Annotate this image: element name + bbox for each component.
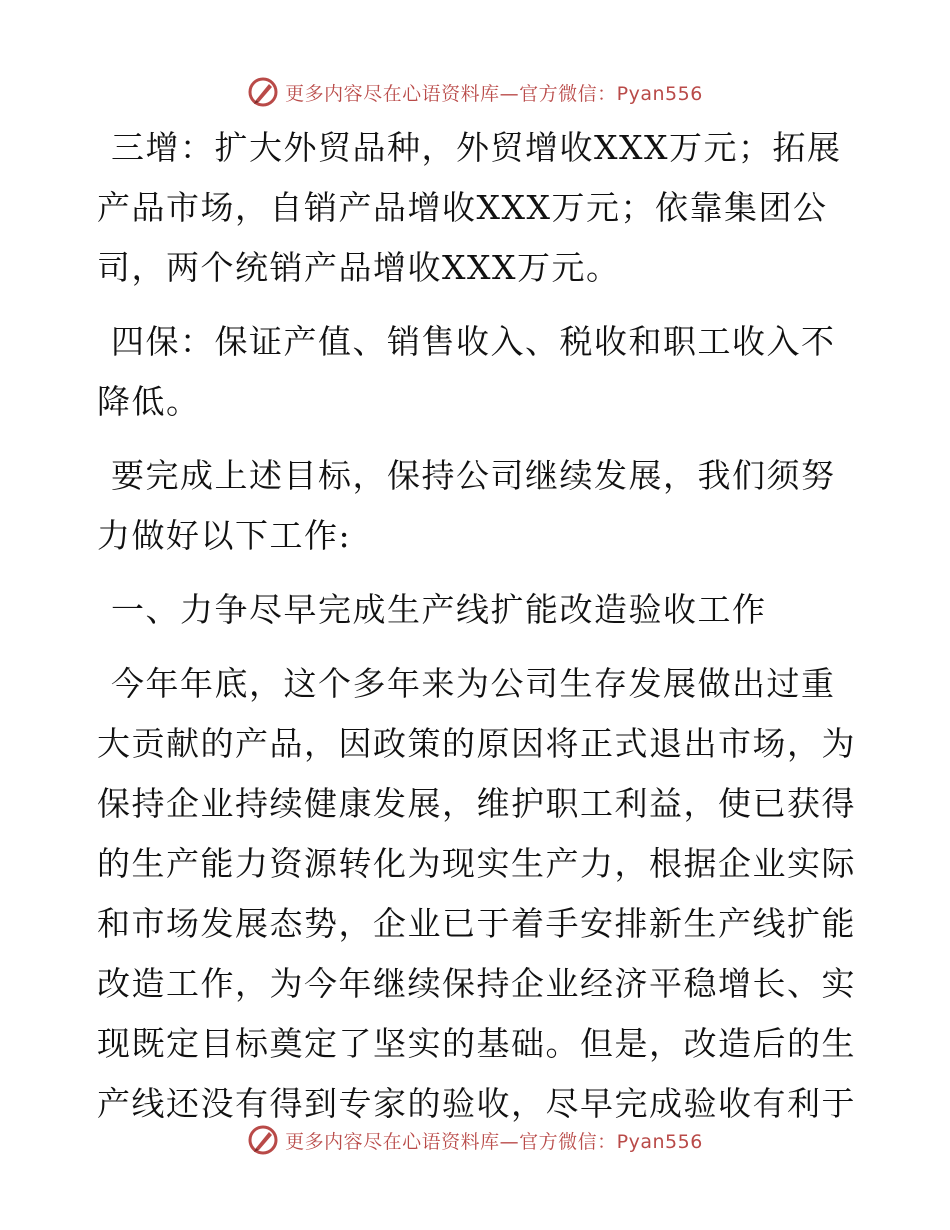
pen-logo-icon — [247, 76, 279, 108]
banner-dash: — — [499, 82, 520, 105]
banner-main-text: 更多内容尽在心语资料库 — [285, 1130, 500, 1153]
footer-banner — [0, 1120, 950, 1160]
banner-main-text: 更多内容尽在心语资料库 — [285, 82, 500, 105]
paragraph-year-end: 今年年底，这个多年来为公司生存发展做出过重大贡献的产品，因政策的原因将正式退出市场，为保持企业持续健康发展，维护职工利益，使已获得的生产能力资源转化为现实生产力，根据企业实际和市场发展态势，企业已于着手安排新生产线扩能改造工作，为今年继续保持企业经济平稳增长、实现既定目标奠定了坚实的基础。但是，改造后的生产线还没有得到专家的验收，尽早完成验收有利于 — [97, 664, 856, 1123]
banner-wechat-text: 官方微信：Pyan556 — [519, 1130, 703, 1153]
header-banner — [0, 72, 950, 112]
paragraph-san-zeng: 三增：扩大外贸品种，外贸增收XXX万元；拓展产品市场，自销产品增收XXX万元；依靠集团公司，两个统销产品增收XXX万元。 — [97, 128, 842, 287]
pen-logo-icon — [247, 1124, 279, 1156]
paragraph-si-bao: 四保：保证产值、销售收入、税收和职工收入不降低。 — [97, 322, 836, 421]
banner-dash: — — [499, 1130, 520, 1153]
section-heading-one: 一、力争尽早完成生产线扩能改造验收工作 — [111, 590, 767, 629]
banner-text — [285, 79, 703, 106]
document-body — [97, 118, 857, 1148]
banner-wechat-text: 官方微信：Pyan556 — [519, 82, 703, 105]
paragraph-goal: 要完成上述目标，保持公司继续发展，我们须努力做好以下工作: — [97, 456, 836, 555]
banner-text — [285, 1127, 703, 1154]
